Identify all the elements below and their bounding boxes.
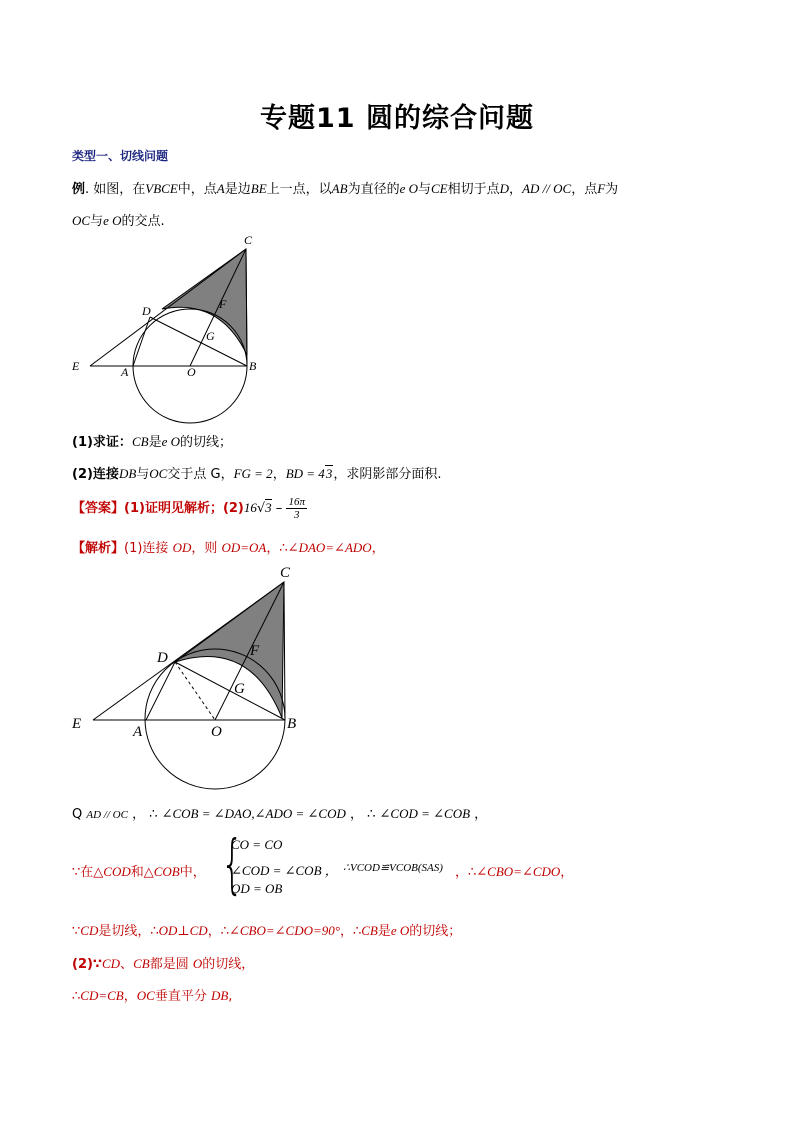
line-bc — [284, 582, 285, 720]
figure-2 — [60, 558, 320, 798]
label-b: B — [249, 359, 257, 373]
congruence: ∴VCOD≌VCOB(SAS) — [343, 862, 443, 874]
answer-tag: 【答案】 — [72, 501, 125, 516]
line-ad — [133, 317, 150, 366]
page-title: 专题11 圆的综合问题 — [260, 103, 534, 134]
solution-step-1: Q AD // OC ， ∴ ∠COB = ∠DAO,∠ADO = ∠COD ， ∴ ∠COD = ∠COB ， — [72, 806, 488, 822]
label-o: O — [187, 365, 196, 379]
section-heading: 类型一、切线问题 — [72, 149, 169, 163]
question-1: (1)求证：CB是e O的切线； — [72, 434, 233, 450]
system-eq-1: CO = CO — [231, 837, 283, 852]
label-f: F — [250, 643, 260, 659]
figure-1 — [60, 228, 280, 428]
question-2: (2)连接DB与OC交于点 G，FG = 2，BD = 43，求阴影部分面积. — [72, 466, 442, 482]
system-brace: { — [221, 828, 244, 902]
analysis-tag: 【解析】 — [72, 541, 125, 556]
solution-step-5: ∴CD=CB，OC垂直平分 DB, — [72, 988, 233, 1004]
solution-step-4: (2)∵CD、CB都是圆 O的切线， — [72, 956, 255, 972]
label-a: A — [133, 724, 143, 740]
label-d: D — [157, 650, 168, 666]
example-line-1: 例. 如图，在VBCE中，点A是边BE上一点，以AB为直径的e O与CE相切于点D，AD // OC，点F为 — [72, 181, 619, 197]
label-c: C — [280, 565, 291, 581]
label-d: D — [142, 304, 151, 318]
fraction: $\frac{16\pi}{3}$ — [288, 496, 305, 521]
solution-step-2-suffix: ，∴∠CBO=∠CDO， — [455, 864, 574, 880]
system-eq-2: ∠COD = ∠COB ， — [231, 863, 338, 878]
solution-step-2-prefix: ∵在△COD和△COB中， — [72, 864, 206, 880]
label-g: G — [206, 329, 215, 343]
shaded-region — [175, 582, 284, 718]
label-e: E — [72, 359, 80, 373]
example-line-2: OC与e O的交点. — [72, 213, 165, 229]
label-o: O — [211, 724, 222, 740]
label-f: F — [219, 297, 227, 311]
label-e: E — [72, 716, 82, 732]
answer-line: 【答案】(1)证明见解析；(2)16√3 – $\frac{16\pi}{3}$ — [72, 496, 305, 521]
solution-step-3: ∵CD是切线，∴OD⊥CD，∴∠CBO=∠CDO=90°，∴CB是e O的切线； — [72, 923, 462, 939]
line-od-dashed — [175, 662, 215, 720]
example-label: 例 — [72, 182, 86, 197]
label-c: C — [244, 233, 253, 247]
analysis-line: 【解析】(1)连接 OD，则 OD=OA，∴∠DAO=∠ADO， — [72, 540, 385, 556]
label-a: A — [121, 365, 129, 379]
label-b: B — [287, 716, 297, 732]
system-eq-3: OD = OB — [231, 881, 283, 896]
label-g: G — [234, 681, 245, 697]
